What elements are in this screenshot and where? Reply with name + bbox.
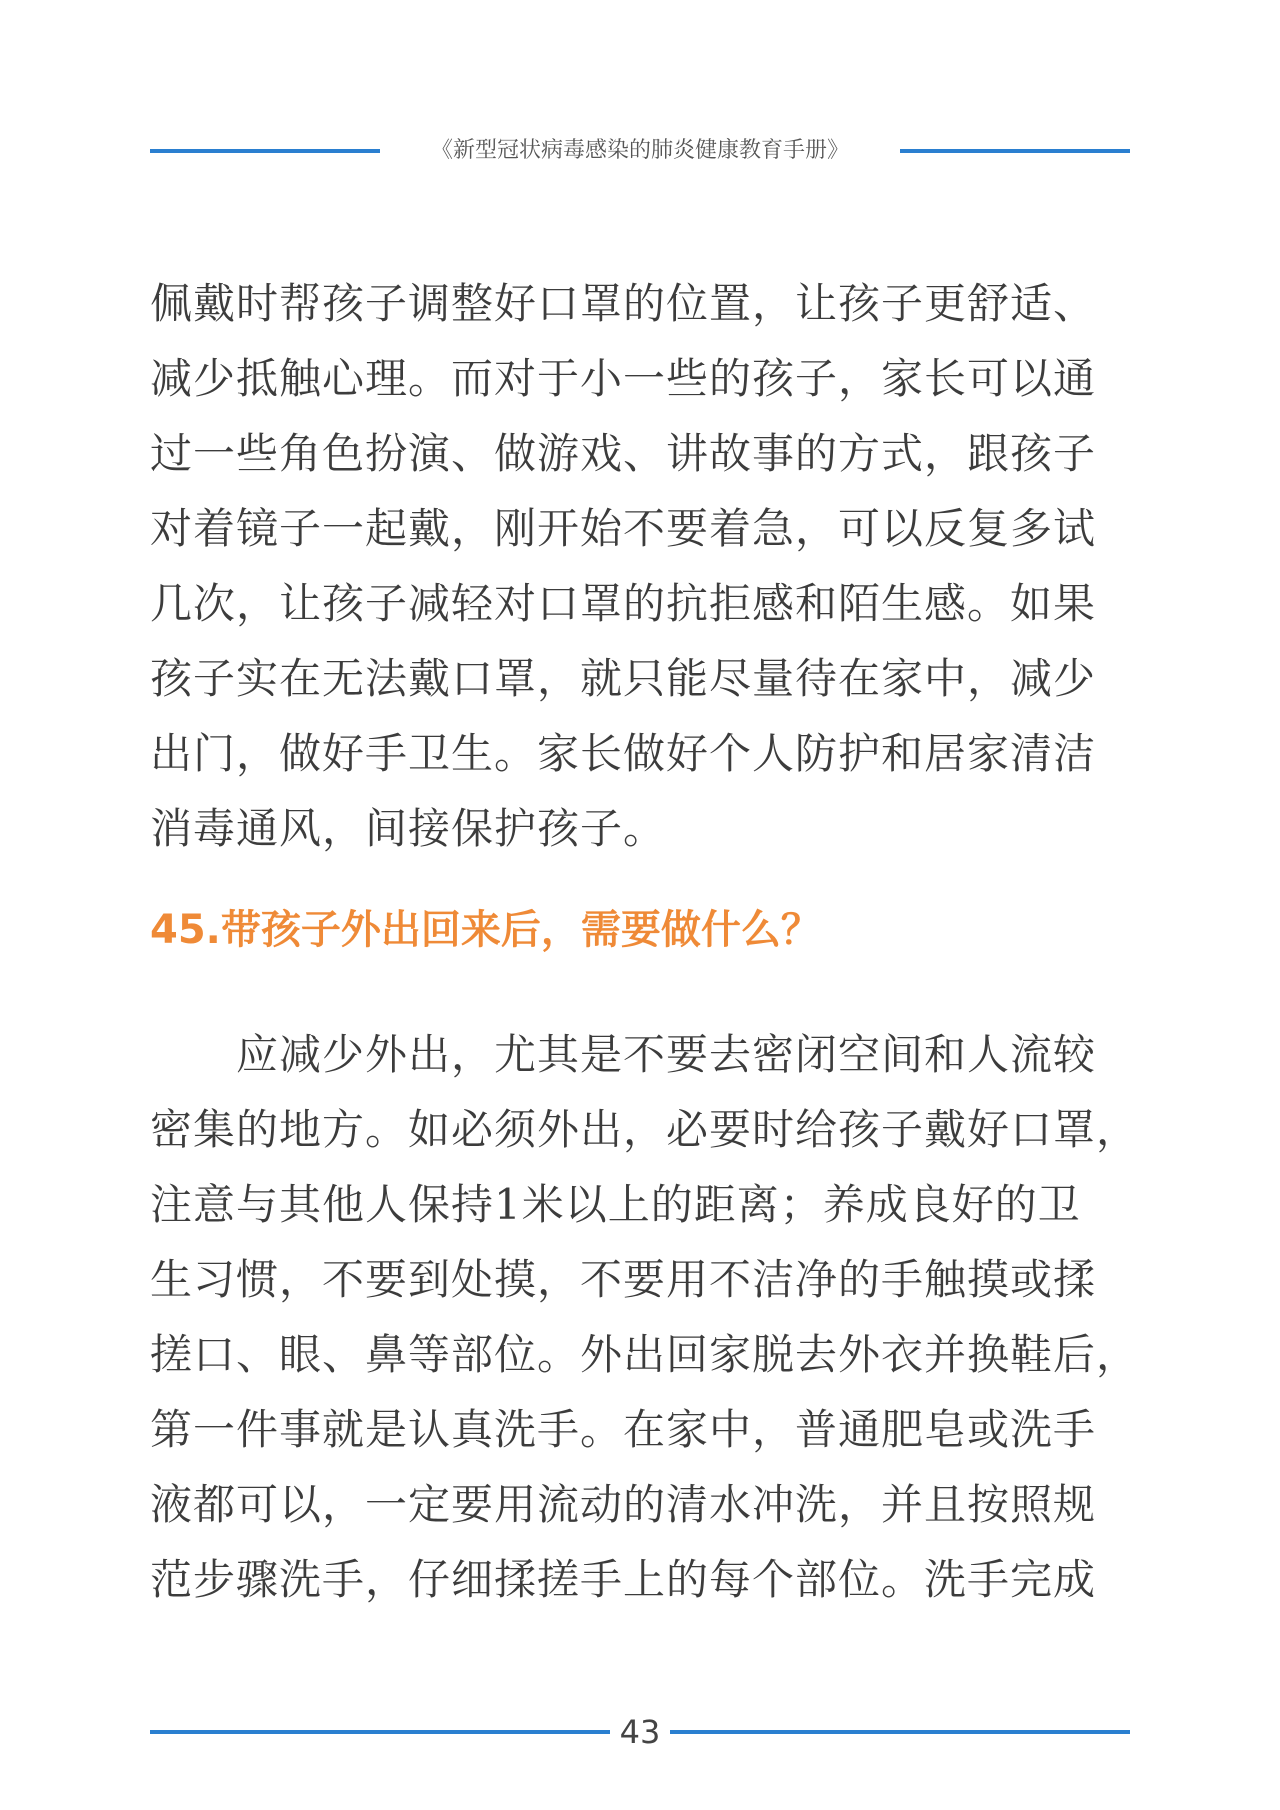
section-heading: 45.带孩子外出回来后，需要做什么？ — [150, 907, 821, 953]
text-line: 范步骤洗手，仔细揉搓手上的每个部位。洗手完成 — [150, 1555, 1097, 1604]
text-line: 出门，做好手卫生。家长做好个人防护和居家清洁 — [150, 729, 1097, 778]
body-paragraph-1 — [150, 266, 1140, 866]
text-line: 几次，让孩子减轻对口罩的抗拒感和陌生感。如果 — [150, 579, 1097, 628]
page-header — [150, 132, 1130, 172]
page-footer — [150, 1712, 1130, 1752]
text-line: 消毒通风，间接保护孩子。 — [150, 804, 667, 853]
book-title: 《新型冠状病毒感染的肺炎健康教育手册》 — [430, 138, 849, 163]
text-line: 注意与其他人保持1米以上的距离；养成良好的卫 — [150, 1180, 1081, 1229]
text-line: 过一些角色扮演、做游戏、讲故事的方式，跟孩子 — [150, 429, 1097, 478]
footer-rule-left — [150, 1730, 610, 1734]
header-rule-left — [150, 149, 380, 153]
text-line: 应减少外出，尤其是不要去密闭空间和人流较 — [150, 1030, 1097, 1079]
page-number: 43 — [619, 1713, 661, 1751]
text-line: 生习惯，不要到处摸，不要用不洁净的手触摸或揉 — [150, 1255, 1097, 1304]
text-line: 减少抵触心理。而对于小一些的孩子，家长可以通 — [150, 354, 1097, 403]
text-line: 佩戴时帮孩子调整好口罩的位置，让孩子更舒适、 — [150, 279, 1097, 328]
footer-rule-right — [670, 1730, 1130, 1734]
text-line: 密集的地方。如必须外出，必要时给孩子戴好口罩， — [150, 1105, 1140, 1154]
text-line: 搓口、眼、鼻等部位。外出回家脱去外衣并换鞋后， — [150, 1330, 1140, 1379]
text-line: 第一件事就是认真洗手。在家中，普通肥皂或洗手 — [150, 1405, 1097, 1454]
text-line: 孩子实在无法戴口罩，就只能尽量待在家中，减少 — [150, 654, 1097, 703]
text-line: 对着镜子一起戴，刚开始不要着急，可以反复多试 — [150, 504, 1097, 553]
text-line: 液都可以，一定要用流动的清水冲洗，并且按照规 — [150, 1480, 1097, 1529]
header-rule-right — [900, 149, 1130, 153]
body-paragraph-2 — [150, 1017, 1140, 1617]
